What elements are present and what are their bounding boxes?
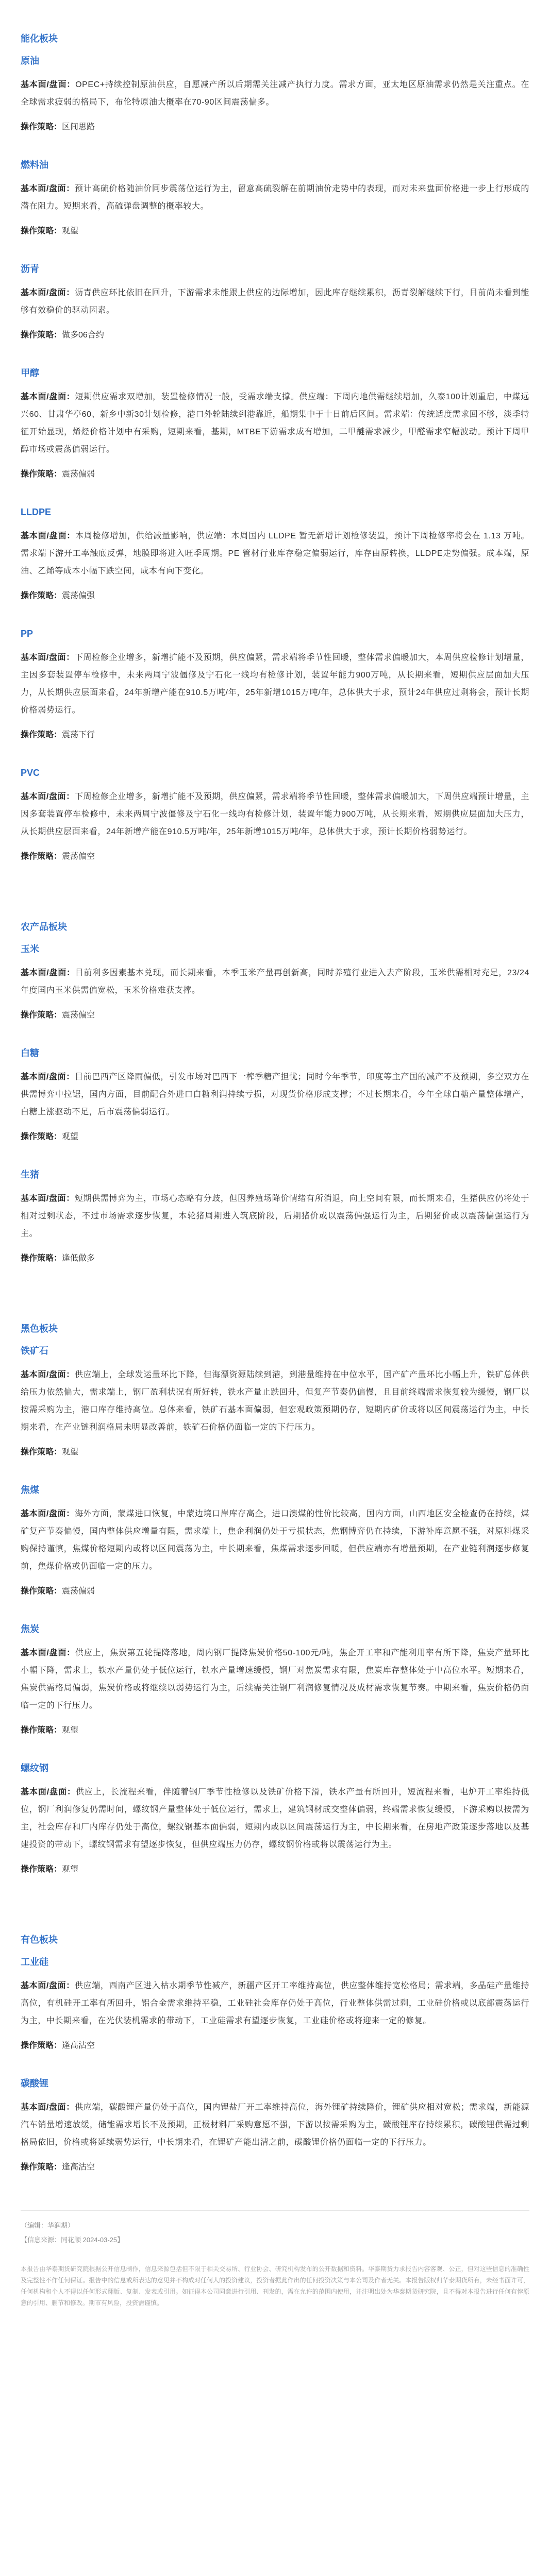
- strategy-text: 震荡偏弱: [62, 1587, 95, 1596]
- fundamentals-label: 基本面/盘面：: [21, 653, 75, 662]
- fundamentals-label: 基本面/盘面：: [21, 1510, 75, 1518]
- strategy-label: 操作策略：: [21, 227, 62, 235]
- fundamentals-label: 基本面/盘面：: [21, 1649, 75, 1657]
- strategy-text: 逢低做多: [62, 1254, 95, 1263]
- fundamentals-paragraph: [21, 2099, 529, 2151]
- fundamentals-text: 短期供需博弈为主，市场心态略有分歧，但因养殖场降价情绪有所消退，向上空间有限，而长期来看，生猪供应仍将处于相对过剩状态，不过市场需求逐步恢复，本轮猪周期进入筑底阶段，后期猪价或以震荡偏强运行为主，后期猪价或以震荡偏强运行为主。: [21, 1194, 529, 1238]
- fundamentals-label: 基本面/盘面：: [21, 393, 75, 401]
- fundamentals-paragraph: [21, 388, 529, 459]
- article-footer: [21, 2210, 529, 2309]
- section-ferrous: [21, 1290, 529, 1876]
- commodity-block-rebar: [21, 1762, 529, 1876]
- strategy-paragraph: [21, 225, 529, 238]
- strategy-label: 操作策略：: [21, 1726, 62, 1735]
- fundamentals-label: 基本面/盘面：: [21, 792, 75, 801]
- strategy-label: 操作策略：: [21, 731, 62, 739]
- section-nonferrous: [21, 1901, 529, 2174]
- fundamentals-text: 目前巴西产区降雨偏低，引发市场对巴西下一榨季糖产担忧；同时今年季节，印度等主产国的减产不及预期，多空双方在供需博弈中拉锯，国内方面，目前配合外进口白糖利润持续亏损，对现货价格形成支撑；不过长期来看，今年全球白糖产量整体增产，白糖上涨驱动不足，后市震荡偏弱运行。: [21, 1073, 529, 1116]
- commodity-block-lithium-carbonate: [21, 2077, 529, 2174]
- commodity-title: PP: [21, 629, 34, 639]
- commodity-block-corn: [21, 943, 529, 1022]
- fundamentals-paragraph: [21, 76, 529, 111]
- strategy-paragraph: [21, 121, 529, 134]
- fundamentals-text: 本周检修增加，供给减量影响，供应端：本周国内 LLDPE 暂无新增计划检修装置，预计下周检修率将会在 1.13 万吨。需求端下游开工率触底反弹，地膜即将进入旺季周期。PE 管材行业库存稳定偏弱运行，库存由原转换，LLDPE走势偏强。成本端，原油、乙烯等成本小幅下跌空间，成本有向下变化。: [21, 532, 529, 575]
- commodity-title: PVC: [21, 768, 40, 778]
- strategy-text: 观望: [62, 1726, 79, 1735]
- strategy-paragraph: [21, 2039, 529, 2053]
- strategy-label: 操作策略：: [21, 123, 62, 131]
- commodity-title: 焦炭: [21, 1624, 39, 1634]
- section-agriculture: [21, 888, 529, 1265]
- strategy-label: 操作策略：: [21, 1448, 62, 1456]
- fundamentals-text: 目前利多因素基本兑现，而长期来看，本季玉米产量再创新高，同时养殖行业进入去产阶段，玉米供需相对充足，23/24年度国内玉米供需偏宽松，玉米价格难获支撑。: [21, 969, 529, 995]
- strategy-label: 操作策略：: [21, 1132, 62, 1141]
- commodity-block-asphalt: [21, 263, 529, 342]
- strategy-label: 操作策略：: [21, 591, 62, 600]
- strategy-text: 区间思路: [62, 123, 95, 131]
- fundamentals-paragraph: [21, 1784, 529, 1854]
- commodity-title: 甲醇: [21, 368, 39, 378]
- strategy-paragraph: [21, 329, 529, 342]
- section-header: 农产品板块: [21, 922, 67, 932]
- fundamentals-paragraph: [21, 180, 529, 215]
- fundamentals-text: 供应上，长流程来看，伴随着钢厂季节性检修以及铁矿价格下滑，铁水产量有所回升，短流程来看，电炉开工率维持低位，钢厂利润修复仍需时间，螺纹钢产量整体处于低位运行，需求上，建筑钢材成交整体偏弱，终端需求恢复缓慢，下游采购以按需为主，社会库存和厂内库存仍处于高位，螺纹钢基本面偏弱，短期内或以区间震荡运行为主，中长期来看，在房地产政策逐步落地以及基建投资的带动下，螺纹钢需求有望逐步恢复，但供应端压力仍存，螺纹钢价格或将以震荡运行为主。: [21, 1788, 530, 1849]
- fundamentals-label: 基本面/盘面：: [21, 1073, 75, 1081]
- commodity-title: 碳酸锂: [21, 2078, 48, 2089]
- strategy-text: 逢高沽空: [62, 2041, 95, 2050]
- strategy-label: 操作策略：: [21, 2163, 62, 2172]
- strategy-label: 操作策略：: [21, 470, 62, 479]
- strategy-paragraph: [21, 1252, 529, 1265]
- fundamentals-label: 基本面/盘面：: [21, 184, 75, 193]
- commodity-block-pvc: [21, 767, 529, 863]
- commodity-block-pp: [21, 628, 529, 742]
- commodity-block-industrial-silicon: [21, 1956, 529, 2053]
- commodity-block-lldpe: [21, 506, 529, 603]
- commodity-title: 铁矿石: [21, 1346, 48, 1356]
- commodity-title: 白糖: [21, 1048, 39, 1058]
- fundamentals-label: 基本面/盘面：: [21, 532, 76, 540]
- commodity-block-methanol: [21, 367, 529, 481]
- commodity-block-sugar: [21, 1047, 529, 1144]
- strategy-text: 震荡偏空: [62, 852, 95, 861]
- strategy-text: 震荡偏弱: [62, 470, 95, 479]
- strategy-paragraph: [21, 589, 529, 603]
- fundamentals-paragraph: [21, 964, 529, 999]
- strategy-paragraph: [21, 728, 529, 742]
- fundamentals-text: 短期供应需求双增加，装置检修情况一般，受需求端支撑。供应端：下周内地供需继续增加，久泰100计划重启，中煤远兴60、甘肃华亭60、新乡中新30计划检修，港口外轮陆续到港靠近，船期集中于十日前后区间。需求端：传统适度需求回不够，淡季特征开始显现，烯烃价格计划中有采购，短期来看，基期，MTBE下游需求成有增加，二甲醚需求减少，甲醛需求窄幅波动。预计下周甲醇市场或震荡偏弱运行。: [21, 393, 529, 454]
- commodity-title: 沥青: [21, 264, 39, 274]
- commodity-title: 生猪: [21, 1170, 39, 1180]
- strategy-paragraph: [21, 1724, 529, 1737]
- fundamentals-text: 沥青供应环比依旧在回升，下游需求未能跟上供应的边际增加，因此库存继续累积，沥青裂解继续下行，目前尚未看到能够有效稳价的驱动因素。: [21, 289, 529, 315]
- fundamentals-label: 基本面/盘面：: [21, 289, 75, 297]
- fundamentals-text: 预计高硫价格随油价同步震荡位运行为主，留意高硫裂解在前期油价走势中的表现，而对未来盘面价格进一步上行形成的潜在阻力。短期来看，高硫弹盘调整的概率较大。: [21, 184, 529, 211]
- fundamentals-text: 供应端上，全球发运量环比下降，但海漂资源陆续到港，到港量维持在中位水平，国产矿产量环比小幅上升，铁矿总体供给压力依然偏大，需求端上，钢厂盈利状况有所好转，铁水产量止跌回升，但复产节奏仍偏慢，且目前终端需求恢复较为缓慢，钢厂以按需采购为主，港口库存维持高位。总体来看，铁矿石基本面偏弱，但宏观政策预期仍存，短期内矿价或将以区间震荡运行为主，中长期来看，在产业链利润格局未明显改善前，铁矿石价格仍面临一定的下行压力。: [21, 1370, 529, 1432]
- fundamentals-paragraph: [21, 1645, 529, 1715]
- strategy-label: 操作策略：: [21, 1587, 62, 1596]
- strategy-text: 震荡偏强: [62, 591, 95, 600]
- section-header: 能化板块: [21, 33, 58, 44]
- strategy-paragraph: [21, 2161, 529, 2174]
- fundamentals-paragraph: [21, 528, 529, 580]
- strategy-text: 震荡下行: [62, 731, 95, 739]
- strategy-label: 操作策略：: [21, 1254, 62, 1263]
- section-energy: [21, 0, 529, 863]
- commodity-title: 工业硅: [21, 1957, 48, 1967]
- source-line: 【信息来源：同花顺 2024-03-25】: [21, 2236, 124, 2244]
- strategy-paragraph: [21, 1130, 529, 1144]
- strategy-paragraph: [21, 1009, 529, 1022]
- strategy-paragraph: [21, 1585, 529, 1598]
- fundamentals-text: 下周检修企业增多，新增扩能不及预期，供应偏紧，需求端将季节性回暖，整体需求偏暖加大，下周供应端预计增量，主因多套装置停车检修中，未来两周宁波僵修及宁石化一线均有检修计划，装置年能力900万吨，从长期来看，短期供应层面加大压力，从长期供应层面来看，24年新增产能在910.5万吨/年，25年新增1015万吨/年，总体供大于求，预计长期价格弱势运行。: [21, 792, 529, 836]
- fundamentals-label: 基本面/盘面：: [21, 1788, 76, 1797]
- fundamentals-label: 基本面/盘面：: [21, 1981, 75, 1990]
- strategy-text: 震荡偏空: [62, 1011, 95, 1020]
- fundamentals-paragraph: [21, 1069, 529, 1121]
- commodity-title: 玉米: [21, 944, 39, 954]
- fundamentals-paragraph: [21, 649, 529, 719]
- fundamentals-text: 下周检修企业增多，新增扩能不及预期，供应偏紧，需求端将季节性回暖，整体需求偏暖加大，本周供应检修计划增量，主因多套装置停车检修中，未来两周宁波僵修及宁石化一线均有检修计划，装置年能力900万吨，从长期来看，短期供应层面加大压力，从长期供应层面来看，24年新增产能在910.5万吨/年，25年新增1015万吨/年，总体供大于求，预计24年供应过剩将会，预计长期价格弱势运行。: [21, 653, 529, 715]
- strategy-label: 操作策略：: [21, 1865, 62, 1874]
- fundamentals-label: 基本面/盘面：: [21, 2103, 75, 2112]
- strategy-paragraph: [21, 468, 529, 481]
- commodity-title: 焦煤: [21, 1485, 39, 1495]
- strategy-text: 观望: [62, 1448, 79, 1456]
- commodity-block-crude-oil: [21, 55, 529, 134]
- strategy-label: 操作策略：: [21, 1011, 62, 1020]
- strategy-label: 操作策略：: [21, 2041, 62, 2050]
- commodity-block-coke: [21, 1623, 529, 1737]
- fundamentals-paragraph: [21, 788, 529, 841]
- commodity-title: 螺纹钢: [21, 1763, 48, 1773]
- strategy-text: 观望: [62, 1865, 79, 1874]
- footer-divider: [21, 2210, 529, 2211]
- fundamentals-paragraph: [21, 284, 529, 319]
- strategy-paragraph: [21, 850, 529, 863]
- fundamentals-label: 基本面/盘面：: [21, 1194, 75, 1203]
- strategy-label: 操作策略：: [21, 331, 62, 340]
- strategy-text: 逢高沽空: [62, 2163, 95, 2172]
- commodity-title: LLDPE: [21, 507, 52, 517]
- fundamentals-text: 供应端，西南产区进入枯水期季节性减产，新疆产区开工率维持高位，供应整体维持宽松格局；需求端，多晶硅产量维持高位，有机硅开工率有所回升，铝合金需求维持平稳，工业硅社会库存仍处于高位，行业整体供需过剩，工业硅价格或以底部震荡运行为主，中长期来看，在光伏装机需求的带动下，工业硅需求有望逐步恢复，工业硅价格或将迎来一定的修复。: [21, 1981, 529, 2025]
- strategy-text: 做多06合约: [62, 331, 104, 340]
- fundamentals-paragraph: [21, 1190, 529, 1243]
- commodity-block-iron-ore: [21, 1345, 529, 1459]
- editor-line: （编辑：华润期）: [21, 2222, 75, 2229]
- commodity-block-coking-coal: [21, 1484, 529, 1598]
- commodity-block-fuel-oil: [21, 159, 529, 238]
- section-header: 有色板块: [21, 1935, 58, 1945]
- fundamentals-label: 基本面/盘面：: [21, 1370, 75, 1379]
- commodity-block-hog: [21, 1168, 529, 1265]
- fundamentals-paragraph: [21, 1505, 529, 1575]
- fundamentals-text: 供应上，焦炭第五轮提降落地，周内钢厂提降焦炭价格50-100元/吨，焦企开工率和产能利用率有所下降，焦炭产量环比小幅下降，需求上，铁水产量仍处于低位运行，铁水产量增速缓慢，钢厂对焦炭需求有限，焦炭库存整体处于中高位水平。短期来看，焦炭供需格局偏弱，焦炭价格或将继续以弱势运行为主，后续需关注钢厂利润修复情况及成材需求恢复节奏。中期来看，焦炭价格仍面临一定的下行压力。: [21, 1649, 529, 1710]
- fundamentals-text: OPEC+持续控制原油供应，自愿减产所以后期需关注减产执行力度。需求方面，亚太地区原油需求仍然是关注重点。在全球需求疲弱的格局下，布伦特原油大概率在70-90区间震荡偏多。: [21, 80, 529, 107]
- strategy-text: 观望: [62, 227, 79, 235]
- commodity-title: 原油: [21, 56, 39, 66]
- fundamentals-label: 基本面/盘面：: [21, 80, 76, 89]
- fundamentals-text: 海外方面，蒙煤进口恢复，中蒙边境口岸库存高企，进口澳煤的性价比较高，国内方面，山西地区安全检查仍在持续，煤矿复产节奏偏慢，国内整体供应增量有限，需求端上，焦企利润仍处于亏损状态，焦钢博弈仍在持续，下游补库意愿不强，对原料煤采购保持谨慎，焦煤价格短期内或将以区间震荡为主，中长期来看，焦煤需求逐步回暖，但供应端亦有增量预期，在产业链利润逐步修复前，焦煤价格或仍面临一定的压力。: [21, 1510, 529, 1571]
- strategy-paragraph: [21, 1446, 529, 1459]
- fundamentals-label: 基本面/盘面：: [21, 969, 75, 977]
- commodity-title: 燃料油: [21, 160, 48, 170]
- section-header: 黑色板块: [21, 1324, 58, 1334]
- fundamentals-paragraph: [21, 1977, 529, 2030]
- strategy-text: 观望: [62, 1132, 79, 1141]
- strategy-paragraph: [21, 1863, 529, 1876]
- strategy-label: 操作策略：: [21, 852, 62, 861]
- disclaimer-text: 本报告由华泰期货研究院根据公开信息制作，信息来源包括但不限于相关交易所、行业协会、研究机构发布的公开数据和资料。华泰期货力求报告内容客观、公正，但对这些信息的准确性及完整性不作任何保证。报告中的信息或所表达的意见并不构成对任何人的投资建议，投资者据此作出的任何投资决策与本公司及作者无关。本报告版权归华泰期货所有，未经书面许可，任何机构和个人不得以任何形式翻版、复制、发表或引用。如征得本公司同意进行引用、刊发的，需在允许的范围内使用，并注明出处为华泰期货研究院，且不得对本报告进行任何有悖原意的引用、删节和修改。期市有风险，投资需谨慎。: [21, 2265, 529, 2307]
- fundamentals-paragraph: [21, 1366, 529, 1436]
- fundamentals-text: 供应端，碳酸锂产量仍处于高位，国内锂盐厂开工率维持高位，海外锂矿持续降价，锂矿供应相对宽松；需求端，新能源汽车销量增速放缓，储能需求增长不及预期，正极材料厂采购意愿不强，下游以按需采购为主，碳酸锂库存持续累积，碳酸锂供需过剩格局依旧，价格或将延续弱势运行，中长期来看，在锂矿产能出清之前，碳酸锂价格仍面临一定的下行压力。: [21, 2103, 529, 2147]
